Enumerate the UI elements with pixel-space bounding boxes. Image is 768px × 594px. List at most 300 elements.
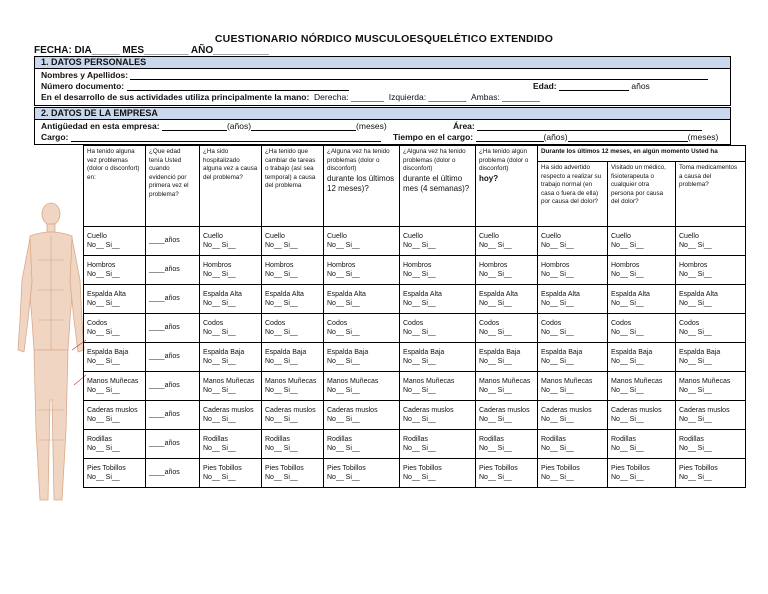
no-si-checkbox[interactable]: No__ Si__	[679, 329, 712, 336]
no-si-checkbox[interactable]: No__ Si__	[611, 358, 644, 365]
body-part-cell[interactable]	[676, 227, 746, 256]
body-part-cell[interactable]	[676, 401, 746, 430]
body-part-cell[interactable]	[538, 459, 608, 488]
body-part-label: Rodillas	[403, 435, 428, 443]
body-part-cell[interactable]	[400, 459, 476, 488]
body-part-label: Pies Tobillos	[203, 464, 242, 472]
body-part-label: Espalda Baja	[611, 348, 653, 356]
header-big: hoy?	[479, 173, 499, 183]
body-part-cell[interactable]	[608, 227, 676, 256]
body-part-cell[interactable]	[538, 256, 608, 285]
no-si-checkbox[interactable]: No__ Si__	[611, 416, 644, 423]
no-si-checkbox[interactable]: No__ Si__	[479, 416, 512, 423]
no-si-checkbox[interactable]: No__ Si__	[679, 474, 712, 481]
body-part-label: Espalda Alta	[87, 290, 126, 298]
no-si-checkbox[interactable]: No__ Si__	[679, 387, 712, 394]
body-part-cell[interactable]	[262, 285, 324, 314]
body-part-label: Hombros	[679, 261, 708, 269]
body-part-label: Pies Tobillos	[679, 464, 718, 472]
body-part-cell[interactable]	[608, 314, 676, 343]
body-part-label: Pies Tobillos	[479, 464, 518, 472]
body-part-label: Espalda Baja	[327, 348, 369, 356]
no-si-checkbox[interactable]: No__ Si__	[203, 300, 236, 307]
no-si-checkbox[interactable]: No__ Si__	[327, 242, 360, 249]
derecha-option[interactable]: Derecha: _______	[314, 92, 384, 102]
no-si-checkbox[interactable]: No__ Si__	[327, 271, 360, 278]
body-part-cell[interactable]	[676, 372, 746, 401]
body-part-label: Rodillas	[541, 435, 566, 443]
mano-label: En el desarrollo de sus actividades utiliza principalmente la mano:	[41, 92, 310, 102]
area-field[interactable]	[453, 121, 702, 131]
table-row	[84, 256, 746, 285]
body-part-label: Rodillas	[87, 435, 112, 443]
body-part-label: Espalda Baja	[679, 348, 721, 356]
body-part-label: Pies Tobillos	[87, 464, 126, 472]
body-part-cell[interactable]	[200, 227, 262, 256]
body-part-label: Espalda Alta	[479, 290, 518, 298]
body-part-cell[interactable]	[476, 314, 538, 343]
no-si-checkbox[interactable]: No__ Si__	[87, 387, 120, 394]
body-part-label: Codos	[403, 319, 424, 327]
edad-field[interactable]	[533, 81, 650, 91]
body-part-cell[interactable]	[676, 314, 746, 343]
body-part-label: Codos	[87, 319, 108, 327]
body-part-cell[interactable]	[538, 372, 608, 401]
header-cell: ¿Que edad tenía Usted cuando evidenció por primera vez el problema?	[146, 146, 200, 227]
body-part-cell[interactable]	[84, 227, 146, 256]
no-si-checkbox[interactable]: No__ Si__	[327, 445, 360, 452]
no-si-checkbox[interactable]: No__ Si__	[611, 329, 644, 336]
body-part-label: Codos	[611, 319, 632, 327]
body-part-label: Hombros	[203, 261, 232, 269]
no-si-checkbox[interactable]: No__ Si__	[87, 242, 120, 249]
no-si-checkbox[interactable]: No__ Si__	[265, 271, 298, 278]
body-part-cell[interactable]	[262, 372, 324, 401]
no-si-checkbox[interactable]: No__ Si__	[265, 445, 298, 452]
body-part-label: Hombros	[611, 261, 640, 269]
sub-header-cell: Visitado un médico, fisioterapeuta o cualquier otra persona por causa del dolor?	[608, 162, 676, 227]
form-title: CUESTIONARIO NÓRDICO MUSCULOESQUELÉTICO EXTENDIDO	[214, 33, 554, 45]
body-part-cell[interactable]	[84, 285, 146, 314]
no-si-checkbox[interactable]: No__ Si__	[679, 242, 712, 249]
no-si-checkbox[interactable]: No__ Si__	[203, 358, 236, 365]
body-part-cell[interactable]	[324, 314, 400, 343]
body-part-cell[interactable]	[200, 401, 262, 430]
body-part-label: Cuello	[479, 232, 499, 240]
body-part-label: Hombros	[479, 261, 508, 269]
body-part-label: Caderas muslos	[327, 406, 378, 414]
no-si-checkbox[interactable]: No__ Si__	[265, 329, 298, 336]
body-part-label: Rodillas	[679, 435, 704, 443]
no-si-checkbox[interactable]: No__ Si__	[479, 445, 512, 452]
body-part-cell[interactable]	[262, 459, 324, 488]
body-part-cell[interactable]	[200, 314, 262, 343]
header-row-1	[84, 146, 746, 162]
body-part-cell[interactable]	[538, 314, 608, 343]
cargo-field[interactable]	[41, 132, 381, 142]
body-part-label: Espalda Alta	[203, 290, 242, 298]
no-si-checkbox[interactable]: No__ Si__	[679, 271, 712, 278]
body-part-cell[interactable]	[324, 459, 400, 488]
no-si-checkbox[interactable]: No__ Si__	[611, 387, 644, 394]
body-part-label: Pies Tobillos	[265, 464, 304, 472]
no-si-checkbox[interactable]: No__ Si__	[403, 416, 436, 423]
no-si-checkbox[interactable]: No__ Si__	[611, 474, 644, 481]
header-small: ¿Alguna vez ha tenido problemas (dolor o disconfort)	[403, 148, 466, 172]
body-part-label: Manos Muñecas	[479, 377, 531, 385]
body-part-label: Caderas muslos	[679, 406, 730, 414]
body-part-cell[interactable]	[324, 285, 400, 314]
body-part-cell[interactable]	[200, 285, 262, 314]
body-part-label: Hombros	[403, 261, 432, 269]
no-si-checkbox[interactable]: No__ Si__	[87, 300, 120, 307]
body-part-label: Codos	[265, 319, 286, 327]
body-diagram-image	[16, 200, 86, 520]
header-big: durante los últimos 12 meses)?	[327, 173, 395, 194]
age-cell[interactable]: ____años	[146, 430, 200, 459]
anos-unit: (años)	[543, 132, 568, 142]
sub-header-cell: Ha sido advertido respecto a realizar su trabajo normal (en casa o fuera de ella) por causa del dolor?	[538, 162, 608, 227]
body-part-label: Manos Muñecas	[541, 377, 593, 385]
body-part-label: Cuello	[203, 232, 223, 240]
no-si-checkbox[interactable]: No__ Si__	[403, 387, 436, 394]
age-cell[interactable]: ____años	[146, 372, 200, 401]
section-heading: 1. DATOS PERSONALES	[35, 57, 730, 69]
cargo-label: Cargo:	[41, 132, 69, 142]
body-part-label: Cuello	[679, 232, 699, 240]
no-si-checkbox[interactable]: No__ Si__	[403, 358, 436, 365]
body-part-label: Rodillas	[611, 435, 636, 443]
no-si-checkbox[interactable]: No__ Si__	[403, 474, 436, 481]
no-si-checkbox[interactable]: No__ Si__	[541, 329, 574, 336]
body-part-cell[interactable]	[200, 372, 262, 401]
no-si-checkbox[interactable]: No__ Si__	[679, 445, 712, 452]
body-part-cell[interactable]	[84, 256, 146, 285]
no-si-checkbox[interactable]: No__ Si__	[203, 271, 236, 278]
anos-unit: (años)	[226, 121, 252, 131]
body-part-label: Espalda Alta	[403, 290, 442, 298]
no-si-checkbox[interactable]: No__ Si__	[327, 300, 360, 307]
body-part-cell[interactable]	[200, 430, 262, 459]
body-part-cell[interactable]	[200, 459, 262, 488]
body-part-cell[interactable]	[84, 372, 146, 401]
no-si-checkbox[interactable]: No__ Si__	[541, 474, 574, 481]
body-part-cell[interactable]	[538, 227, 608, 256]
table-row	[84, 343, 746, 372]
no-si-checkbox[interactable]: No__ Si__	[479, 474, 512, 481]
datos-empresa-section	[34, 107, 731, 145]
no-si-checkbox[interactable]: No__ Si__	[265, 358, 298, 365]
body-part-cell[interactable]	[262, 343, 324, 372]
body-part-cell[interactable]	[608, 343, 676, 372]
body-part-label: Manos Muñecas	[203, 377, 255, 385]
body-part-cell[interactable]	[84, 343, 146, 372]
body-part-label: Caderas muslos	[611, 406, 662, 414]
body-part-cell[interactable]	[676, 285, 746, 314]
body-part-cell[interactable]	[262, 401, 324, 430]
body-part-cell[interactable]	[262, 430, 324, 459]
body-part-cell[interactable]	[262, 256, 324, 285]
no-si-checkbox[interactable]: No__ Si__	[203, 474, 236, 481]
symptoms-table	[83, 145, 746, 488]
table-row	[84, 372, 746, 401]
no-si-checkbox[interactable]: No__ Si__	[203, 242, 236, 249]
no-si-checkbox[interactable]: No__ Si__	[479, 242, 512, 249]
body-part-cell[interactable]	[676, 343, 746, 372]
body-part-cell[interactable]	[324, 227, 400, 256]
no-si-checkbox[interactable]: No__ Si__	[403, 271, 436, 278]
age-cell[interactable]: ____años	[146, 459, 200, 488]
no-si-checkbox[interactable]: No__ Si__	[479, 271, 512, 278]
antiguedad-field[interactable]	[41, 121, 387, 131]
body-part-label: Pies Tobillos	[403, 464, 442, 472]
body-part-label: Espalda Alta	[265, 290, 304, 298]
body-part-label: Espalda Baja	[479, 348, 521, 356]
age-cell[interactable]: ____años	[146, 256, 200, 285]
body-part-label: Cuello	[403, 232, 423, 240]
no-si-checkbox[interactable]: No__ Si__	[679, 358, 712, 365]
body-part-cell[interactable]	[476, 372, 538, 401]
body-part-cell[interactable]	[608, 459, 676, 488]
no-si-checkbox[interactable]: No__ Si__	[327, 416, 360, 423]
header-small: ¿Ha tenido algún problema (dolor o disconfort)	[479, 148, 529, 172]
body-part-label: Manos Muñecas	[265, 377, 317, 385]
body-part-cell[interactable]	[608, 256, 676, 285]
age-cell[interactable]: ____años	[146, 343, 200, 372]
body-part-label: Codos	[479, 319, 500, 327]
no-si-checkbox[interactable]: No__ Si__	[327, 329, 360, 336]
body-part-label: Manos Muñecas	[327, 377, 379, 385]
ambas-option[interactable]: Ambas: ________	[470, 92, 540, 102]
body-part-cell[interactable]	[676, 430, 746, 459]
no-si-checkbox[interactable]: No__ Si__	[541, 358, 574, 365]
no-si-checkbox[interactable]: No__ Si__	[265, 242, 298, 249]
body-part-label: Codos	[203, 319, 224, 327]
table-body	[84, 227, 746, 488]
body-part-label: Rodillas	[327, 435, 352, 443]
no-si-checkbox[interactable]: No__ Si__	[611, 300, 644, 307]
body-part-label: Pies Tobillos	[611, 464, 650, 472]
body-part-cell[interactable]	[608, 372, 676, 401]
body-part-cell[interactable]	[476, 227, 538, 256]
no-si-checkbox[interactable]: No__ Si__	[479, 358, 512, 365]
body-part-label: Espalda Alta	[541, 290, 580, 298]
body-part-label: Manos Muñecas	[679, 377, 731, 385]
body-part-cell[interactable]	[400, 314, 476, 343]
body-part-cell[interactable]	[324, 343, 400, 372]
no-si-checkbox[interactable]: No__ Si__	[479, 300, 512, 307]
age-cell[interactable]: ____años	[146, 227, 200, 256]
no-si-checkbox[interactable]: No__ Si__	[479, 387, 512, 394]
header-small: ¿Alguna vez ha tenido problemas (dolor o disconfort)	[327, 148, 390, 172]
age-cell[interactable]: ____años	[146, 401, 200, 430]
no-si-checkbox[interactable]: No__ Si__	[327, 387, 360, 394]
meses-unit: (meses)	[356, 121, 387, 131]
body-part-label: Pies Tobillos	[541, 464, 580, 472]
body-part-cell[interactable]	[84, 314, 146, 343]
body-part-cell[interactable]	[400, 256, 476, 285]
body-part-label: Caderas muslos	[479, 406, 530, 414]
body-part-label: Manos Muñecas	[87, 377, 139, 385]
header-cell: ¿Ha sido hospitalizado alguna vez a causa del problema?	[200, 146, 262, 227]
body-part-cell[interactable]	[84, 459, 146, 488]
body-part-cell[interactable]	[476, 430, 538, 459]
body-part-cell[interactable]	[400, 372, 476, 401]
body-part-cell[interactable]	[538, 343, 608, 372]
body-part-label: Caderas muslos	[265, 406, 316, 414]
no-si-checkbox[interactable]: No__ Si__	[265, 416, 298, 423]
header-cell	[400, 146, 476, 227]
no-si-checkbox[interactable]: No__ Si__	[265, 387, 298, 394]
no-si-checkbox[interactable]: No__ Si__	[541, 387, 574, 394]
body-part-cell[interactable]	[400, 343, 476, 372]
no-si-checkbox[interactable]: No__ Si__	[87, 474, 120, 481]
no-si-checkbox[interactable]: No__ Si__	[265, 474, 298, 481]
body-part-cell[interactable]	[84, 401, 146, 430]
fecha-line[interactable]: FECHA: DIA_____ MES________ AÑO__________	[34, 45, 269, 56]
body-part-label: Caderas muslos	[541, 406, 592, 414]
nombres-label: Nombres y Apellidos:	[41, 70, 129, 80]
body-part-label: Cuello	[611, 232, 631, 240]
no-si-checkbox[interactable]: No__ Si__	[203, 445, 236, 452]
header-big: durante el último mes (4 semanas)?	[403, 173, 470, 194]
body-part-cell[interactable]	[84, 430, 146, 459]
no-si-checkbox[interactable]: No__ Si__	[87, 329, 120, 336]
izquierda-option[interactable]: Izquierda: ________	[388, 92, 467, 102]
no-si-checkbox[interactable]: No__ Si__	[541, 242, 574, 249]
age-cell[interactable]: ____años	[146, 285, 200, 314]
no-si-checkbox[interactable]: No__ Si__	[611, 271, 644, 278]
no-si-checkbox[interactable]: No__ Si__	[87, 445, 120, 452]
body-part-label: Hombros	[265, 261, 294, 269]
sub-header-cell: Toma medicamentos a causa del problema?	[676, 162, 746, 227]
body-part-cell[interactable]	[608, 401, 676, 430]
header-cell: Ha tenido alguna vez problemas (dolor o disconfort) en:	[84, 146, 146, 227]
section-heading: 2. DATOS DE LA EMPRESA	[35, 108, 730, 120]
tiempo-label: Tiempo en el cargo:	[393, 132, 474, 142]
datos-personales-section	[34, 56, 731, 106]
body-part-cell[interactable]	[538, 285, 608, 314]
no-si-checkbox[interactable]: No__ Si__	[479, 329, 512, 336]
body-part-cell[interactable]	[200, 256, 262, 285]
body-part-label: Espalda Baja	[87, 348, 129, 356]
no-si-checkbox[interactable]: No__ Si__	[265, 300, 298, 307]
table-row	[84, 285, 746, 314]
no-si-checkbox[interactable]: No__ Si__	[87, 416, 120, 423]
no-si-checkbox[interactable]: No__ Si__	[611, 445, 644, 452]
body-part-cell[interactable]	[262, 227, 324, 256]
no-si-checkbox[interactable]: No__ Si__	[403, 445, 436, 452]
no-si-checkbox[interactable]: No__ Si__	[327, 358, 360, 365]
body-part-label: Hombros	[541, 261, 570, 269]
body-part-cell[interactable]	[676, 459, 746, 488]
body-part-label: Espalda Baja	[203, 348, 245, 356]
table-row	[84, 227, 746, 256]
body-part-cell[interactable]	[400, 401, 476, 430]
body-part-cell[interactable]	[476, 459, 538, 488]
no-si-checkbox[interactable]: No__ Si__	[541, 416, 574, 423]
body-part-cell[interactable]	[608, 285, 676, 314]
no-si-checkbox[interactable]: No__ Si__	[203, 387, 236, 394]
body-part-label: Cuello	[327, 232, 347, 240]
no-si-checkbox[interactable]: No__ Si__	[87, 271, 120, 278]
mano-field[interactable]	[41, 92, 540, 102]
no-si-checkbox[interactable]: No__ Si__	[679, 300, 712, 307]
body-part-cell[interactable]	[476, 285, 538, 314]
body-part-label: Rodillas	[203, 435, 228, 443]
body-part-cell[interactable]	[200, 343, 262, 372]
body-part-cell[interactable]	[538, 430, 608, 459]
body-part-cell[interactable]	[324, 401, 400, 430]
body-part-cell[interactable]	[676, 256, 746, 285]
body-part-cell[interactable]	[324, 430, 400, 459]
body-part-label: Cuello	[265, 232, 285, 240]
body-part-label: Espalda Alta	[611, 290, 650, 298]
no-si-checkbox[interactable]: No__ Si__	[327, 474, 360, 481]
body-part-cell[interactable]	[400, 430, 476, 459]
body-part-cell[interactable]	[324, 256, 400, 285]
body-part-cell[interactable]	[324, 372, 400, 401]
body-part-label: Cuello	[541, 232, 561, 240]
area-label: Área:	[453, 121, 475, 131]
documento-label: Número documento:	[41, 81, 125, 91]
no-si-checkbox[interactable]: No__ Si__	[203, 329, 236, 336]
body-part-label: Codos	[679, 319, 700, 327]
body-part-label: Manos Muñecas	[611, 377, 663, 385]
body-part-label: Caderas muslos	[87, 406, 138, 414]
body-part-label: Rodillas	[479, 435, 504, 443]
edad-label: Edad:	[533, 81, 557, 91]
body-part-label: Hombros	[327, 261, 356, 269]
no-si-checkbox[interactable]: No__ Si__	[541, 271, 574, 278]
tiempo-cargo-field[interactable]	[393, 132, 718, 142]
body-part-label: Hombros	[87, 261, 116, 269]
body-part-label: Rodillas	[265, 435, 290, 443]
body-part-label: Pies Tobillos	[327, 464, 366, 472]
table-row	[84, 314, 746, 343]
no-si-checkbox[interactable]: No__ Si__	[679, 416, 712, 423]
body-part-cell[interactable]	[608, 430, 676, 459]
body-part-cell[interactable]	[476, 256, 538, 285]
body-part-cell[interactable]	[538, 401, 608, 430]
body-part-cell[interactable]	[476, 343, 538, 372]
no-si-checkbox[interactable]: No__ Si__	[87, 358, 120, 365]
body-part-cell[interactable]	[476, 401, 538, 430]
no-si-checkbox[interactable]: No__ Si__	[541, 445, 574, 452]
no-si-checkbox[interactable]: No__ Si__	[403, 242, 436, 249]
body-part-cell[interactable]	[262, 314, 324, 343]
edad-unit: años	[631, 81, 650, 91]
no-si-checkbox[interactable]: No__ Si__	[403, 329, 436, 336]
body-part-label: Caderas muslos	[203, 406, 254, 414]
body-part-cell[interactable]	[400, 285, 476, 314]
header-cell	[324, 146, 400, 227]
nombres-field[interactable]	[41, 70, 708, 80]
antiguedad-label: Antigüedad en esta empresa:	[41, 121, 160, 131]
body-part-label: Espalda Alta	[679, 290, 718, 298]
documento-field[interactable]	[41, 81, 349, 91]
body-part-cell[interactable]	[400, 227, 476, 256]
body-part-label: Espalda Alta	[327, 290, 366, 298]
no-si-checkbox[interactable]: No__ Si__	[203, 416, 236, 423]
no-si-checkbox[interactable]: No__ Si__	[541, 300, 574, 307]
no-si-checkbox[interactable]: No__ Si__	[403, 300, 436, 307]
body-part-label: Codos	[541, 319, 562, 327]
body-part-label: Espalda Baja	[403, 348, 445, 356]
age-cell[interactable]: ____años	[146, 314, 200, 343]
no-si-checkbox[interactable]: No__ Si__	[611, 242, 644, 249]
body-part-label: Espalda Baja	[541, 348, 583, 356]
